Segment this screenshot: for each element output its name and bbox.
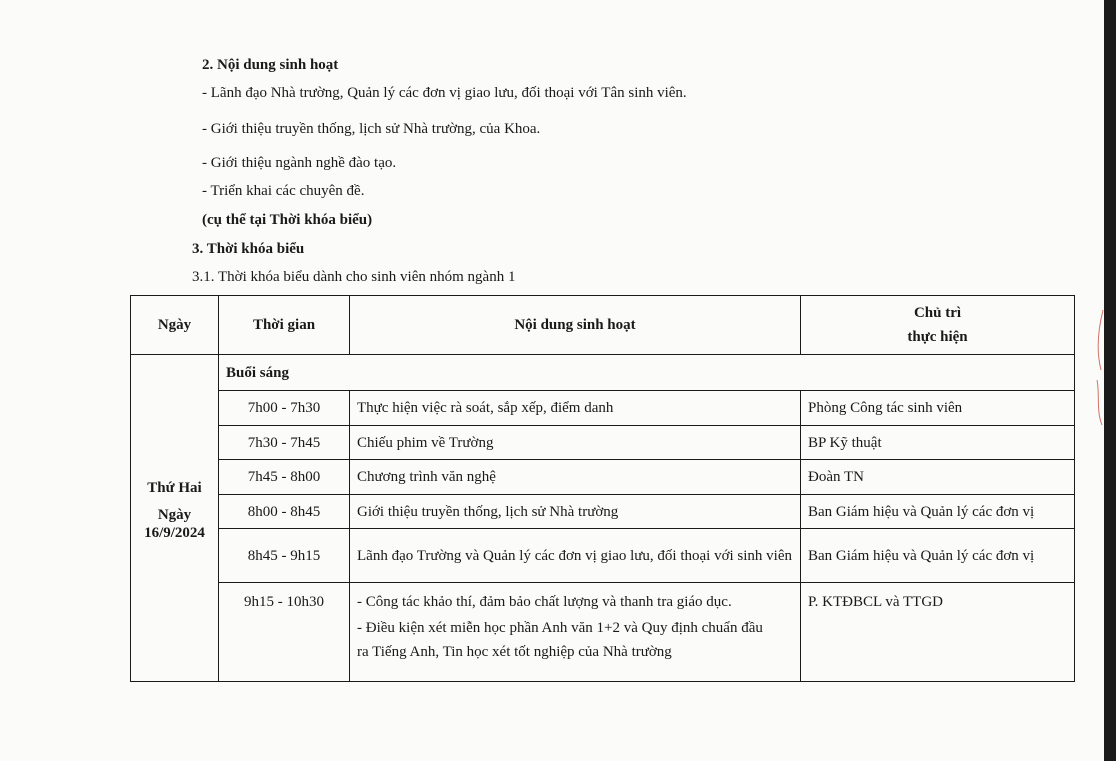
day-weekday: Thứ Hai (147, 479, 202, 496)
section-2-item-4: - Triển khai các chuyên đề. (202, 183, 365, 199)
session-row (219, 355, 1074, 391)
section-2-item-2: - Giới thiệu truyền thống, lịch sử Nhà trường, của Khoa. (202, 121, 541, 137)
session-label: Buổi sáng (226, 364, 289, 381)
section-3-heading: 3. Thời khóa biểu (192, 241, 305, 257)
day-cell (131, 355, 219, 681)
row-6-content-line-2: - Điều kiện xét miễn học phần Anh văn 1+2 và Quy định chuẩn đầu (357, 620, 763, 636)
row-5-content: Lãnh đạo Trường và Quản lý các đơn vị giao lưu, đối thoại với sinh viên (350, 529, 801, 583)
header-time-label: Thời gian (252, 317, 316, 333)
row-5-host: Ban Giám hiệu và Quản lý các đơn vị (801, 529, 1074, 583)
header-day (131, 296, 219, 355)
row-3-content: Chương trình văn nghệ (350, 460, 801, 495)
row-6-host: P. KTĐBCL và TTGD (808, 594, 943, 610)
row-2-content: Chiếu phim về Trường (350, 426, 801, 460)
header-host-line-1: Chủ trì (913, 305, 962, 321)
header-day-label: Ngày (157, 317, 192, 333)
section-3-subheading: 3.1. Thời khóa biểu dành cho sinh viên nhóm ngành 1 (192, 269, 516, 285)
row-1-time: 7h00 - 7h30 (219, 391, 350, 426)
row-4-time: 8h00 - 8h45 (219, 495, 350, 529)
row-3-time: 7h45 - 8h00 (219, 460, 350, 495)
header-host-line-2: thực hiện (907, 329, 968, 345)
row-5-time: 8h45 - 9h15 (219, 529, 350, 583)
row-4-host: Ban Giám hiệu và Quản lý các đơn vị (801, 495, 1074, 529)
row-4-content: Giới thiệu truyền thống, lịch sử Nhà trường (350, 495, 801, 529)
section-2-item-1: - Lãnh đạo Nhà trường, Quản lý các đơn vị giao lưu, đối thoại với Tân sinh viên. (202, 85, 687, 101)
header-time (219, 296, 350, 355)
section-2-heading: 2. Nội dung sinh hoạt (202, 57, 339, 73)
row-1-content: Thực hiện việc rà soát, sắp xếp, điểm danh (350, 391, 801, 426)
section-2-note: (cụ thể tại Thời khóa biểu) (202, 212, 373, 228)
scanner-edge (1104, 0, 1116, 761)
section-2-item-3: - Giới thiệu ngành nghề đào tạo. (202, 155, 397, 171)
day-date: 16/9/2024 (144, 524, 205, 541)
row-2-host: BP Kỹ thuật (801, 426, 1074, 460)
row-6-time: 9h15 - 10h30 (219, 583, 350, 681)
header-content (350, 296, 801, 355)
row-6-content-line-1: - Công tác khảo thí, đảm bảo chất lượng và thanh tra giáo dục. (357, 594, 732, 610)
row-6-content (350, 583, 801, 681)
row-1-host: Phòng Công tác sinh viên (801, 391, 1074, 426)
row-3-host: Đoàn TN (801, 460, 1074, 495)
row-6-content-line-3: ra Tiếng Anh, Tin học xét tốt nghiệp của Nhà trường (357, 644, 672, 660)
day-label: Ngày (157, 506, 192, 523)
stamp-fragment-icon (1094, 300, 1104, 430)
schedule-table (130, 295, 1075, 682)
header-host (801, 296, 1074, 355)
header-content-label: Nội dung sinh hoạt (514, 317, 636, 333)
row-2-time: 7h30 - 7h45 (219, 426, 350, 460)
